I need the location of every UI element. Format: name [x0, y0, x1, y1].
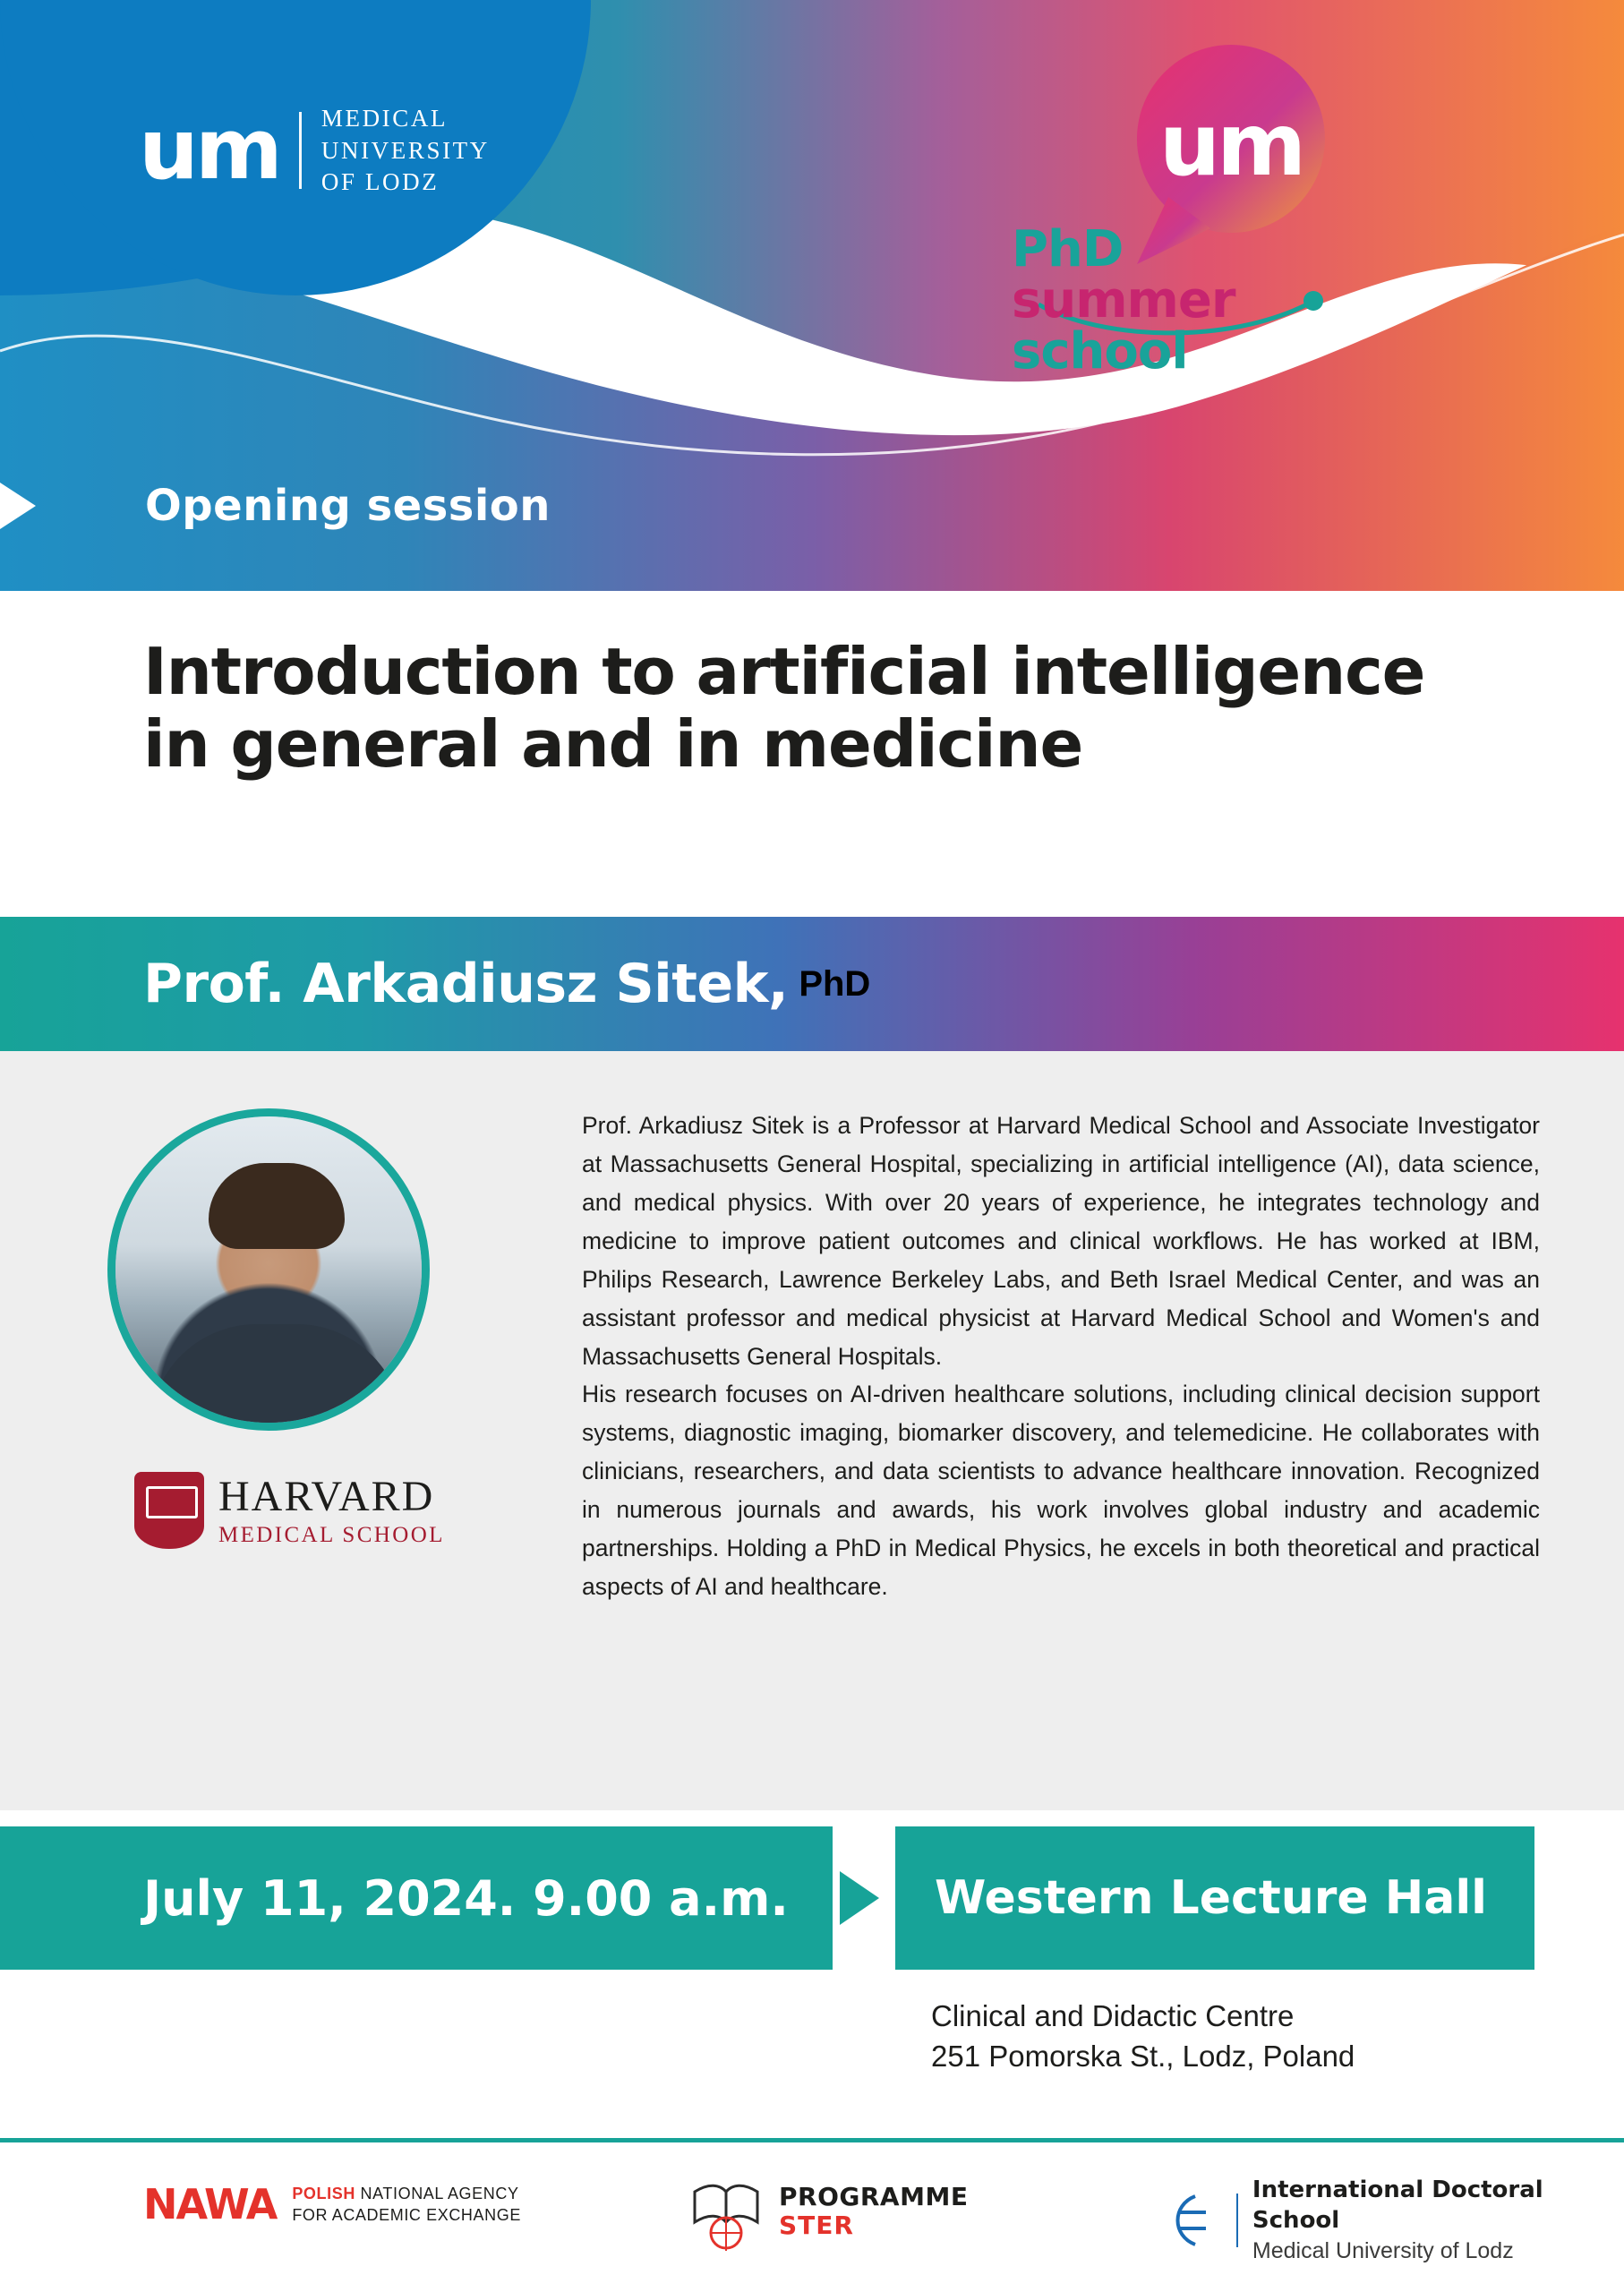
nawa-line-1-rest: NATIONAL AGENCY	[355, 2184, 519, 2202]
event-venue: Western Lecture Hall	[935, 1871, 1487, 1925]
university-logo-text	[321, 103, 490, 199]
address-line-1: Clinical and Didactic Centre	[931, 1999, 1295, 2032]
ster-book-icon	[688, 2170, 765, 2253]
lecture-title	[143, 636, 1504, 780]
ster-name-label: STER	[779, 2211, 854, 2240]
datetime-bar	[0, 1826, 833, 1970]
harvard-medical-school-logo	[134, 1472, 492, 1549]
university-logo	[139, 103, 490, 199]
speaker-bio-text	[582, 1107, 1540, 1606]
um-logo-mark: um	[139, 101, 279, 200]
ids-line-2: Medical University of Lodz	[1252, 2237, 1514, 2263]
portrait-photo	[115, 1116, 422, 1423]
lecture-title-line1: Introduction to artificial intelligence	[143, 634, 1425, 709]
harvard-subtitle: MEDICAL SCHOOL	[218, 1522, 445, 1547]
venue-bar	[895, 1826, 1534, 1970]
ids-divider	[1236, 2194, 1238, 2247]
ster-icon-svg	[688, 2170, 765, 2253]
phd-summer-school-logo	[1003, 36, 1388, 412]
poster-header	[0, 0, 1624, 591]
international-doctoral-school-logo	[1159, 2176, 1624, 2265]
poster-footer	[0, 2149, 1624, 2292]
ids-icon-svg	[1159, 2189, 1222, 2252]
bio-paragraph-2: His research focuses on AI-driven healthcare solutions, including clinical decision support systems, diagnostic imaging, biomarker discovery, and telemedicine. He collaborates with clinicians, researchers, and data scientists to advance healthcare innovation. Recognized in numerous journals and awards, his work involves global industry and academic partnerships. Holding a PhD in Medical Physics, he excels in both theoretical and practical aspects of AI and healthcare.	[582, 1381, 1540, 1601]
nawa-line-2: FOR ACADEMIC EXCHANGE	[292, 2206, 521, 2224]
nawa-logo	[143, 2180, 521, 2228]
harvard-name: HARVARD	[218, 1472, 435, 1520]
footer-divider	[0, 2138, 1624, 2142]
phd-logo-line3: school	[1012, 322, 1188, 381]
event-datetime: July 11, 2024. 9.00 a.m.	[143, 1869, 789, 1927]
phd-logo-line2: summer	[1012, 271, 1235, 330]
speaker-bio-section	[0, 1051, 1624, 1810]
nawa-mark: NAWA	[143, 2180, 277, 2228]
session-label-row	[0, 457, 1624, 555]
ster-wordmark	[779, 2183, 968, 2240]
bio-paragraph-1: Prof. Arkadiusz Sitek is a Professor at Harvard Medical School and Associate Investigator at Massachusetts General Hospital, specializing in artificial intelligence (AI), data science, and medical physics. With over 20 years of experience, he integrates technology and medicine to improve patient outcomes and clinical workflows. He has worked at IBM, Philips Research, Lawrence Berkeley Labs, and Beth Israel Medical Center, and was an assistant professor and medical physicist at Harvard Medical School and Women's and Massachusetts General Hospitals.	[582, 1112, 1540, 1370]
ster-programme-logo	[688, 2170, 968, 2253]
nawa-line-1	[292, 2183, 521, 2204]
arrow-right-icon-teal	[840, 1871, 879, 1925]
speaker-portrait	[107, 1108, 430, 1431]
phd-logo-line1: PhD	[1012, 220, 1124, 278]
svg-text:um: um	[1158, 95, 1303, 195]
speaker-degree: PhD	[799, 963, 871, 1004]
phd-summer-school-wordmark	[1012, 220, 1235, 381]
harvard-wordmark	[218, 1472, 445, 1547]
ids-text	[1252, 2176, 1624, 2265]
arrow-right-icon	[0, 483, 36, 529]
address-line-2: 251 Pomorska St., Lodz, Poland	[931, 2039, 1355, 2073]
university-logo-line3: OF LODZ	[321, 168, 440, 196]
ids-emblem-icon	[1159, 2189, 1222, 2252]
lecture-title-line2: in general and in medicine	[143, 706, 1083, 782]
event-address	[931, 1997, 1558, 2076]
harvard-shield-icon	[134, 1472, 204, 1549]
portrait-hair	[209, 1163, 345, 1249]
logo-divider	[299, 112, 302, 189]
session-label: Opening session	[145, 481, 551, 531]
university-logo-line2: UNIVERSITY	[321, 136, 490, 164]
portrait-shoulders	[150, 1324, 404, 1423]
speaker-band	[0, 917, 1624, 1051]
ids-line-1: International Doctoral School	[1252, 2177, 1543, 2234]
ster-programme-label: PROGRAMME	[779, 2181, 969, 2211]
university-logo-line1: MEDICAL	[321, 105, 449, 132]
nawa-line-1-bold: POLISH	[292, 2184, 355, 2202]
speaker-name: Prof. Arkadiusz Sitek,	[143, 953, 789, 1015]
nawa-text	[292, 2183, 521, 2227]
